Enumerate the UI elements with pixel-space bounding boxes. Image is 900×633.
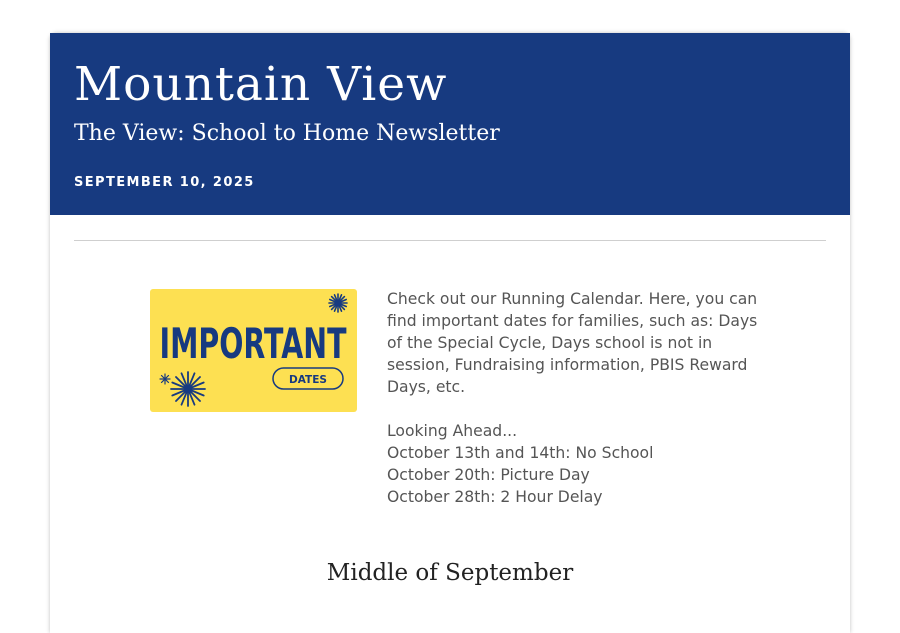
starburst-icon	[329, 294, 347, 312]
upcoming-date: October 20th: Picture Day	[387, 466, 590, 484]
small-starburst-icon	[160, 374, 170, 384]
newsletter-card	[50, 33, 850, 633]
large-starburst-icon	[171, 372, 205, 406]
newsletter-subtitle: The View: School to Home Newsletter	[74, 121, 500, 146]
important-word: IMPORTANT	[159, 319, 347, 368]
issue-date: SEPTEMBER 10, 2025	[74, 175, 255, 190]
section-divider	[74, 240, 826, 241]
upcoming-date: October 28th: 2 Hour Delay	[387, 488, 603, 506]
upcoming-date: October 13th and 14th: No School	[387, 444, 654, 462]
school-name: Mountain View	[74, 57, 448, 112]
important-dates-image	[150, 289, 357, 412]
newsletter-header	[50, 33, 850, 215]
section-title: Middle of September	[326, 560, 574, 586]
calendar-info	[387, 288, 767, 508]
looking-ahead-label: Looking Ahead...	[387, 422, 518, 440]
calendar-intro: Check out our Running Calendar. Here, you can find important dates for families, such as: Days of the Special Cycle, Days school is not in session, Fundraising information, PBIS Reward Days, etc.	[387, 290, 758, 396]
dates-word: DATES	[289, 374, 327, 386]
